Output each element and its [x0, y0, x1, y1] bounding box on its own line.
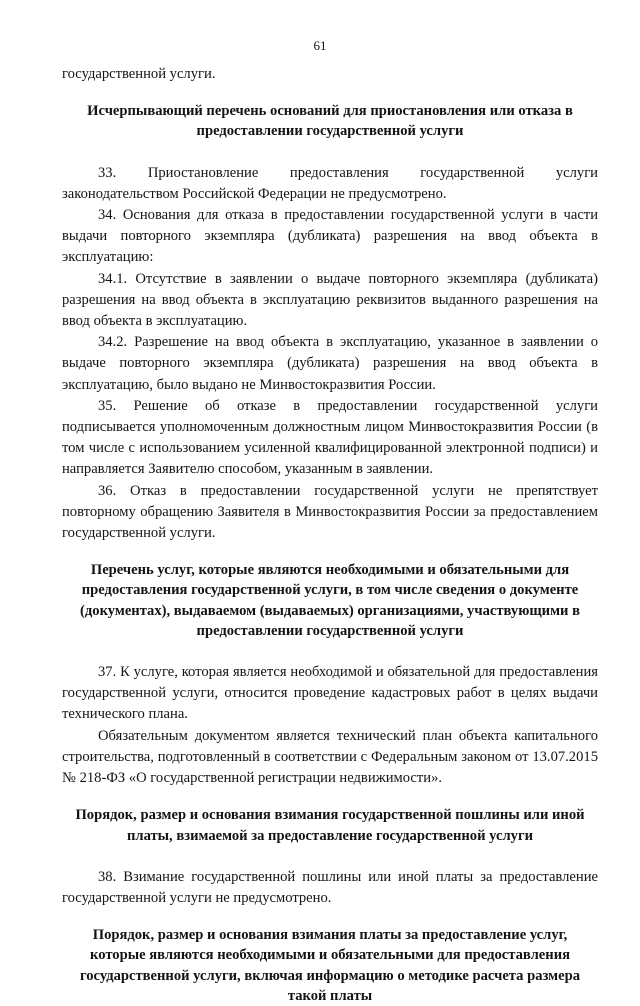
paragraph-34: 34. Основания для отказа в предоставлении государственной услуги в части выдачи повторного экземпляра (дубликата) разрешения на ввод объекта в эксплуатацию:: [62, 207, 598, 266]
page-content: [62, 64, 598, 1006]
paragraph-33: 33. Приостановление предоставления государственной услуги законодательством Российской Федерации не предусмотрено.: [62, 164, 598, 202]
section-heading-required-services: Перечень услуг, которые являются необходимыми и обязательными для предоставления государственной услуги, в том числе сведения о документе (документах), выдаваемом (выдаваемых) организациями, участвующими в предоставлении государственной услуги: [80, 562, 580, 639]
paragraph-37-document: Обязательным документом является технический план объекта капитального строительства, подготовленный в соответствии с Федеральным законом от 13.07.2015 № 218-ФЗ «О государственной регистрации недвижимости».: [62, 727, 598, 787]
page-number: 61: [313, 38, 327, 53]
paragraph-38: 38. Взимание государственной пошлины или иной платы за предоставление государственной услуги не предусмотрено.: [62, 868, 598, 906]
paragraph-34-2: 34.2. Разрешение на ввод объекта в эксплуатацию, указанное в заявлении о выдаче повторного экземпляра (дубликата) разрешения на ввод объекта в эксплуатацию, было выдано не Минвостокразвития России.: [62, 334, 598, 393]
paragraph-intro: государственной услуги.: [62, 66, 216, 82]
paragraph-36: 36. Отказ в предоставлении государственной услуги не препятствует повторному обращению Заявителя в Минвостокразвития России за предоставлением государственной услуги.: [62, 482, 598, 542]
section-heading-refusal-grounds: Исчерпывающий перечень оснований для приостановления или отказа в предоставлении государственной услуги: [87, 103, 573, 140]
section-heading-fee-methodology: Порядок, размер и основания взимания платы за предоставление услуг, которые являются необходимыми и обязательными для предоставления государственной услуги, включая информацию о методике расчета размера такой платы: [79, 927, 581, 1004]
paragraph-37: 37. К услуге, которая является необходимой и обязательной для предоставления государственной услуги, относится проведение кадастровых работ в целях выдачи технического плана.: [62, 664, 598, 723]
paragraph-34-1: 34.1. Отсутствие в заявлении о выдаче повторного экземпляра (дубликата) разрешения на ввод объекта в эксплуатацию реквизитов выданного разрешения на ввод объекта в эксплуатацию.: [62, 270, 598, 330]
section-heading-state-fee: Порядок, размер и основания взимания государственной пошлины или иной платы, взимаемой за предоставление государственной услуги: [75, 807, 585, 844]
paragraph-35: 35. Решение об отказе в предоставлении государственной услуги подписывается уполномоченным должностным лицом Минвостокразвития России (в том числе с использованием усиленной квалифицированной электронной подписи) и направляется Заявителю способом, указанным в заявлении.: [62, 397, 598, 478]
